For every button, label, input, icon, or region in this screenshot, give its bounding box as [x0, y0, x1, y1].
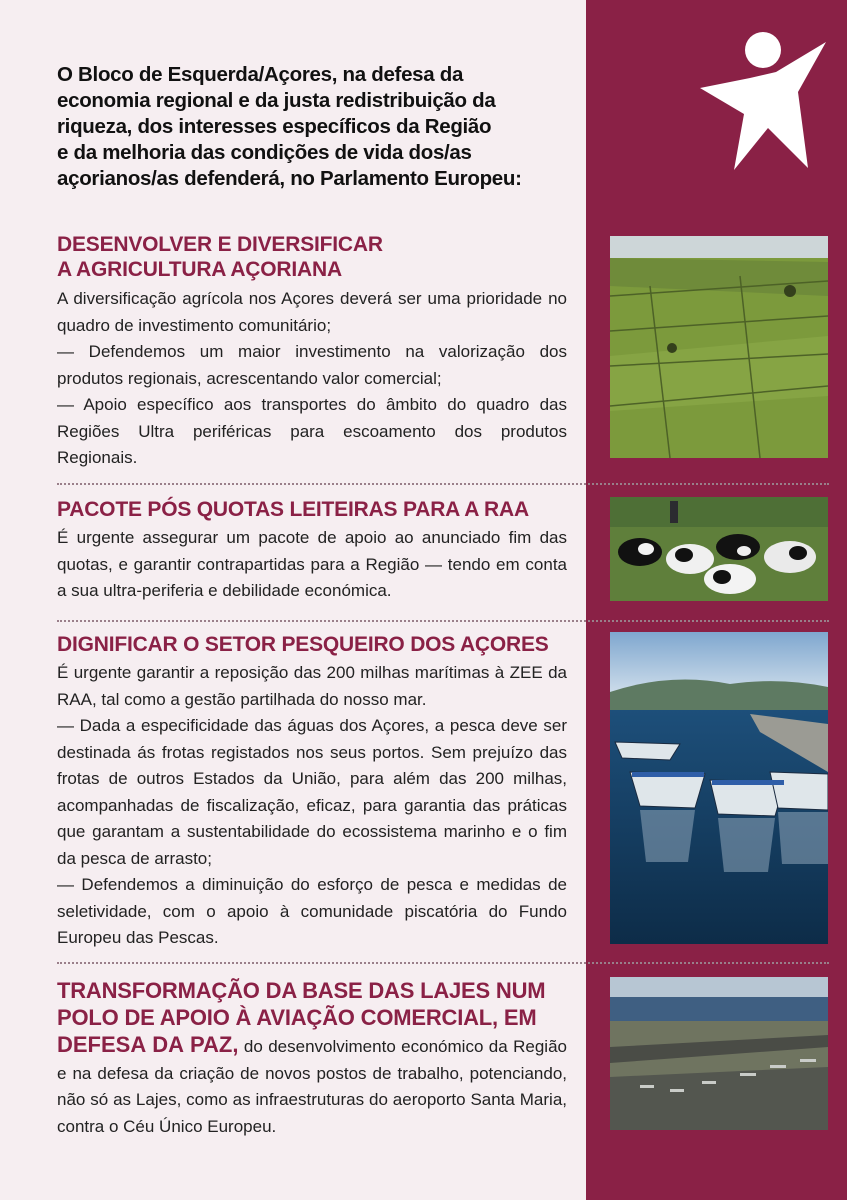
- section-fisheries: [57, 632, 567, 952]
- paragraph: — Apoio específico aos transportes do âmbito do quadro das Regiões Ultra periféricas para escoamento dos produtos Regionais.: [57, 395, 567, 467]
- paragraph: É urgente garantir a reposição das 200 milhas marítimas à ZEE da RAA, tal como a gestão partilhada do nosso mar.: [57, 663, 567, 709]
- section-lajes-base: [57, 977, 567, 1140]
- paragraph: — Defendemos a diminuição do esforço de pesca e medidas de seletividade, com o apoio à comunidade piscatória do Fundo Europeu das Pescas.: [57, 875, 567, 947]
- section-heading: DESENVOLVER E DIVERSIFICAR A AGRICULTURA AÇORIANA: [57, 233, 383, 281]
- paragraph: — Dada a especificidade das águas dos Açores, a pesca deve ser destinada ás frotas registados nos seus portos. Sem prejuízo das frotas de outros Estados da União, para além das 200 milhas, acompanhadas de fiscalização, eficaz, para garantia das práticas que garantam a sustentabilidade do ecossistema marinho e o fim da pesca de arrasto;: [57, 716, 567, 868]
- star-person-logo: [698, 28, 828, 178]
- section-divider: [57, 962, 829, 964]
- section-heading: PACOTE PÓS QUOTAS LEITEIRAS PARA A RAA: [57, 498, 529, 521]
- dairy-cows-photo: [610, 497, 828, 601]
- fishing-harbour-photo: [610, 632, 828, 944]
- paragraph: A diversificação agrícola nos Açores deverá ser uma prioridade no quadro de investimento comunitário;: [57, 289, 567, 335]
- intro-line: O Bloco de Esquerda/Açores, na defesa da: [57, 63, 464, 86]
- section-body: [57, 286, 567, 472]
- paragraph: É urgente assegurar um pacote de apoio ao anunciado fim das quotas, e garantir contrapartidas para a Região — tendo em conta a sua ultra-periferia e debilidade económica.: [57, 528, 567, 600]
- paragraph: [57, 1032, 567, 1140]
- section-body: [57, 525, 567, 605]
- section-heading: TRANSFORMAÇÃO DA BASE DAS LAJES NUM POLO DE APOIO À AVIAÇÃO COMERCIAL, EM: [57, 978, 546, 1030]
- section-divider: [57, 620, 829, 622]
- intro-line: e da melhoria das condições de vida dos/as: [57, 141, 472, 164]
- intro-statement: [57, 62, 577, 192]
- section-heading: DIGNIFICAR O SETOR PESQUEIRO DOS AÇORES: [57, 633, 549, 656]
- farmland-photo: [610, 236, 828, 458]
- section-agriculture: [57, 232, 567, 472]
- intro-line: economia regional e da justa redistribuição da: [57, 89, 496, 112]
- paragraph: — Defendemos um maior investimento na valorização dos produtos regionais, acrescentando valor comercial;: [57, 342, 567, 388]
- section-dairy: [57, 497, 567, 605]
- heading-continuation: DEFESA DA PAZ,: [57, 1032, 239, 1057]
- section-divider: [57, 483, 829, 485]
- intro-line: açorianos/as defenderá, no Parlamento Europeu:: [57, 167, 522, 190]
- intro-line: riqueza, dos interesses específicos da Região: [57, 115, 492, 138]
- section-body: [57, 660, 567, 952]
- airport-photo: [610, 977, 828, 1130]
- paragraph-text: do desenvolvimento económico da Região e na defesa da criação de novos postos de trabalho, potenciando, não só as Lajes, como as infraestruturas do aeroporto Santa Maria, contra o Céu Único Europeu.: [57, 1037, 567, 1136]
- section-body: [57, 1032, 567, 1140]
